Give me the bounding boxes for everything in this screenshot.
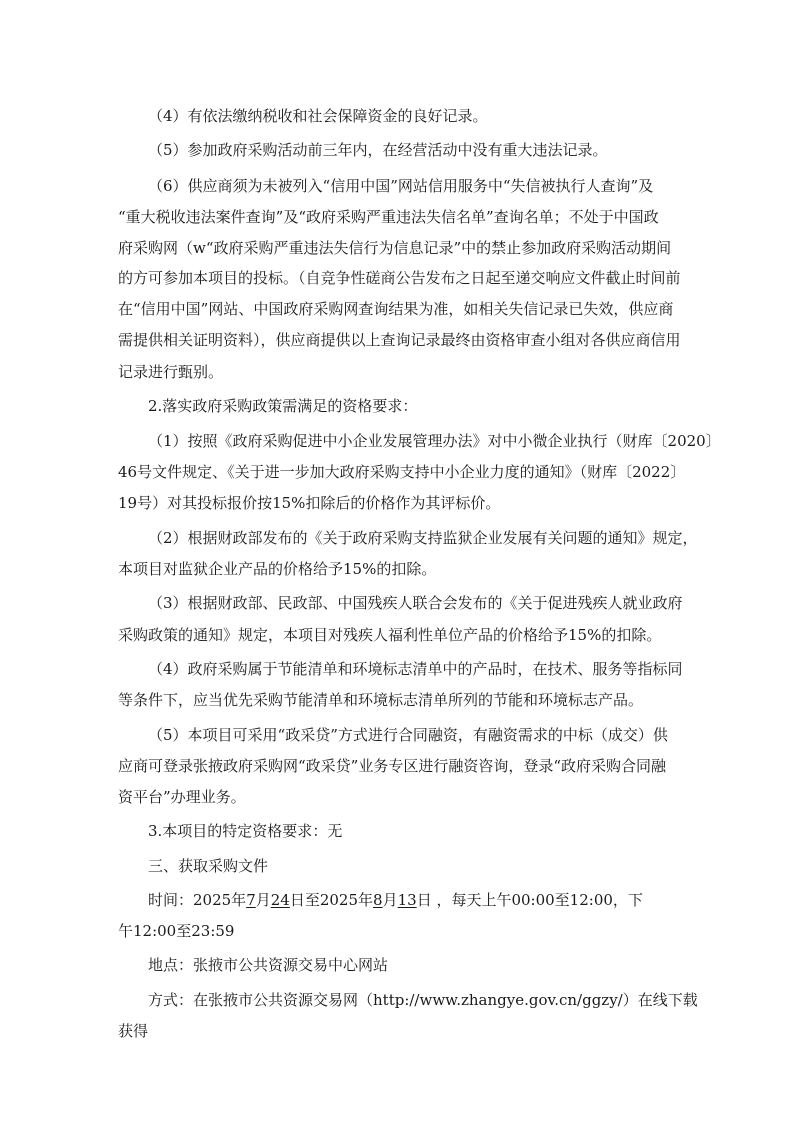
paragraph-line: （2）根据财政部发布的《关于政府采购支持监狱企业发展有关问题的通知》规定， xyxy=(148,529,698,547)
paragraph-line: 19号）对其投标报价按15%扣除后的价格作为其评标价。 xyxy=(118,494,501,512)
paragraph-line: 在“信用中国”网站、中国政府采购网查询结果为准，如相关失信记录已失效，供应商 xyxy=(118,300,674,318)
paragraph-line: 46号文件规定、《关于进一步加大政府采购支持中小企业力度的通知》（财库〔2022〕 xyxy=(118,463,686,481)
time-label: 时间：2025年 xyxy=(148,891,247,909)
section-heading: 三、获取采购文件 xyxy=(148,857,269,875)
method-line-2: 获得 xyxy=(118,1022,149,1040)
paragraph-line: 等条件下，应当优先采购节能清单和环境标志清单所列的节能和环境标志产品。 xyxy=(118,691,644,709)
paragraph-line: 府采购网（w“政府采购严重违法失信行为信息记录”中的禁止参加政府采购活动期间 xyxy=(118,239,672,257)
paragraph-line: 需提供相关证明资料），供应商提供以上查询记录最终由资格审查小组对各供应商信用 xyxy=(118,331,681,349)
place-line: 地点：张掖市公共资源交易中心网站 xyxy=(148,956,389,974)
paragraph-line: 记录进行甄别。 xyxy=(118,363,224,381)
paragraph-line: （6）供应商须为未被列入“信用中国”网站信用服务中“失信被执行人查询”及 xyxy=(148,177,654,195)
month-label: 月 xyxy=(382,891,398,909)
start-day: 24 xyxy=(270,891,290,909)
paragraph-line: 本项目对监狱企业产品的价格给予15%的扣除。 xyxy=(118,560,437,578)
time-tail: 日 ，每天上午00:00至12:00，下 xyxy=(416,891,643,909)
time-line-2: 午12:00至23:59 xyxy=(118,922,235,940)
paragraph-line: （5）本项目可采用“政采贷”方式进行合同融资，有融资需求的中标（成交）供 xyxy=(148,726,668,744)
time-mid: 日至2025年 xyxy=(289,891,374,909)
section-heading: 3.本项目的特定资格要求：无 xyxy=(148,822,343,840)
section-heading: 2.落实政府采购政策需满足的资格要求： xyxy=(148,397,418,415)
paragraph-line: （4）政府采购属于节能清单和环境标志清单中的产品时，在技术、服务等指标同 xyxy=(148,660,683,678)
start-month: 7 xyxy=(246,891,256,909)
time-line xyxy=(148,890,643,910)
end-month: 8 xyxy=(373,891,383,909)
paragraph-line: 的方可参加本项目的投标。（自竞争性磋商公告发布之日起至递交响应文件截止时间前 xyxy=(118,269,681,287)
paragraph-line: （4）有依法缴纳税收和社会保障资金的良好记录。 xyxy=(148,107,488,125)
month-label: 月 xyxy=(255,891,271,909)
paragraph-line: （3）根据财政部、民政部、中国残疾人联合会发布的《关于促进残疾人就业政府 xyxy=(148,594,683,612)
paragraph-line: 采购政策的通知》规定，本项目对残疾人福利性单位产品的价格给予15%的扣除。 xyxy=(118,626,662,644)
end-day: 13 xyxy=(397,891,417,909)
paragraph-line: 应商可登录张掖政府采购网“政采贷”业务专区进行融资咨询，登录“政府采购合同融 xyxy=(118,757,667,775)
paragraph-line: “重大税收违法案件查询”及“政府采购严重违法失信名单”查询名单；不处于中国政 xyxy=(118,208,659,226)
paragraph-line: 资平台”办理业务。 xyxy=(118,788,246,806)
paragraph-line: （5）参加政府采购活动前三年内，在经营活动中没有重大违法记录。 xyxy=(148,141,608,159)
paragraph-line: （1）按照《政府采购促进中小企业发展管理办法》对中小微企业执行（财库〔2020〕 xyxy=(148,432,721,450)
method-line: 方式：在张掖市公共资源交易网（http://www.zhangye.gov.cn/ggzy/）在线下载 xyxy=(148,991,698,1009)
